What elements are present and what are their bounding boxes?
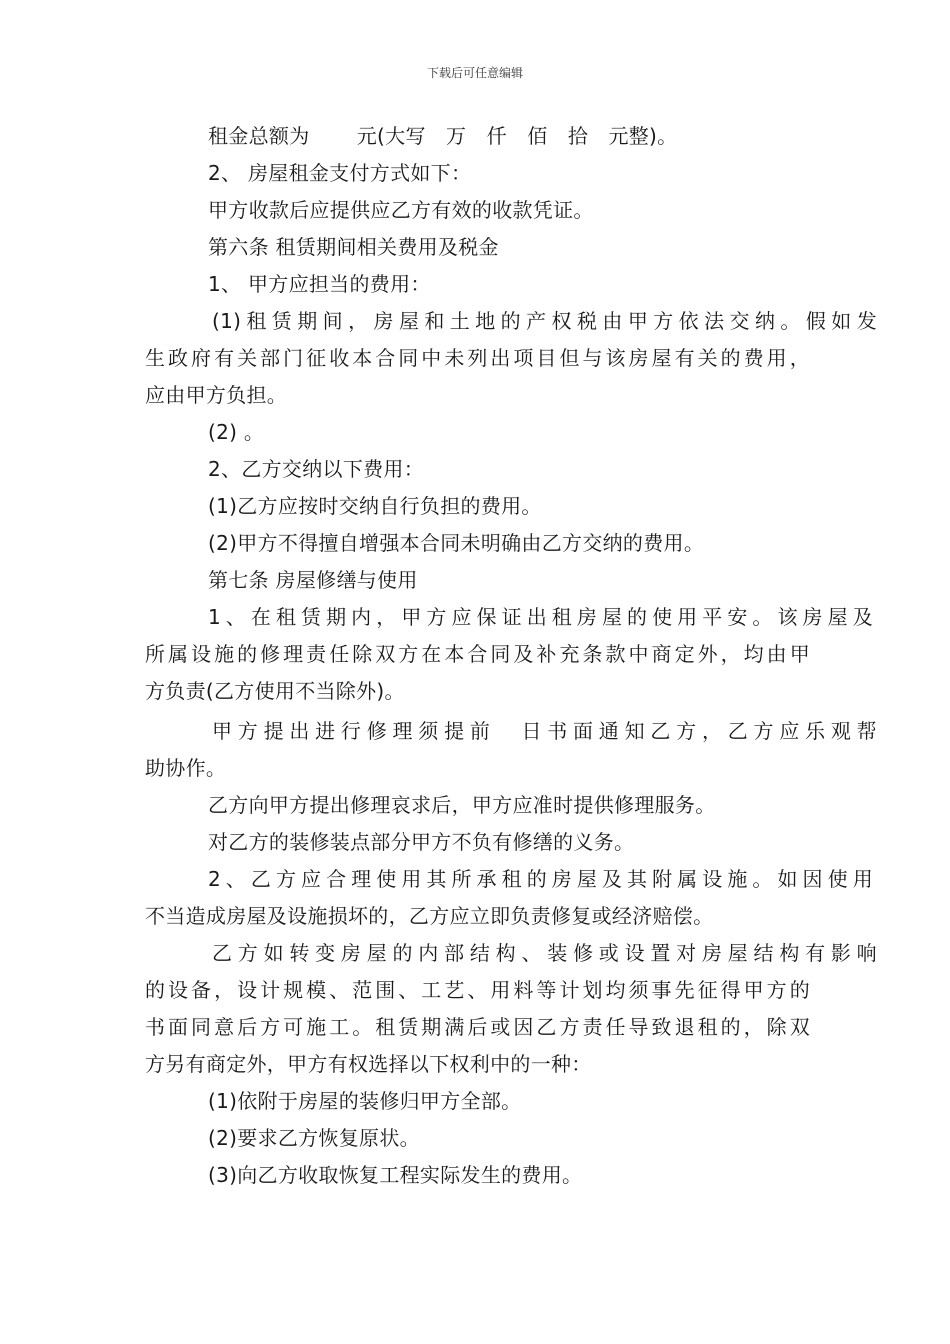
text-line: 2、乙方交纳以下费用： <box>208 457 425 481</box>
text-line: (1)依附于房屋的装修归甲方全部。 <box>208 1089 522 1113</box>
text-line: 乙方如转变房屋的内部结构、装修或设置对房屋结构有影响 <box>212 941 877 965</box>
text-line: (1)乙方应按时交纳自行负担的费用。 <box>208 494 542 518</box>
text-line: 甲方收款后应提供应乙方有效的收款凭证。 <box>208 198 594 222</box>
text-line: 对乙方的装修装点部分甲方不负有修缮的义务。 <box>208 830 635 854</box>
text-line: 租金总额为 元(大写 万 仟 佰 拾 元整)。 <box>208 124 678 148</box>
text-line: 不当造成房屋及设施损坏的，乙方应立即负责修复或经济赔偿。 <box>145 904 714 928</box>
text-line: 第六条 租赁期间相关费用及税金 <box>208 235 499 259</box>
text-line: 2、乙方应合理使用其所承租的房屋及其附属设施。如因使用 <box>208 867 873 891</box>
text-line: (2)甲方不得擅自增强本合同未明确由乙方交纳的费用。 <box>208 531 705 555</box>
text-line: 应由甲方负担。 <box>145 383 288 407</box>
text-line: 所属设施的修理责任除双方在本合同及补充条款中商定外，均由甲 <box>145 642 810 666</box>
header-note: 下载后可任意编辑 <box>426 66 523 80</box>
text-line: (1)租赁期间，房屋和土地的产权税由甲方依法交纳。假如发 <box>212 309 877 333</box>
text-line: 2、 房屋租金支付方式如下： <box>208 161 472 185</box>
text-line: 助协作。 <box>145 756 227 780</box>
text-line: 1、 甲方应担当的费用： <box>208 272 431 296</box>
text-line: 的设备，设计规模、范围、工艺、用料等计划均须事先征得甲方的 <box>145 978 810 1002</box>
text-line: 生政府有关部门征收本合同中未列出项目但与该房屋有关的费用， <box>145 346 810 370</box>
text-line: (2) 。 <box>208 420 265 444</box>
text-line: (2)要求乙方恢复原状。 <box>208 1126 420 1150</box>
text-line: 1、在租赁期内，甲方应保证出租房屋的使用平安。该房屋及 <box>208 605 873 629</box>
text-line: 书面同意后方可施工。租赁期满后或因乙方责任导致退租的，除双 <box>145 1015 810 1039</box>
text-line: 甲方提出进行修理须提前 日书面通知乙方，乙方应乐观帮 <box>212 719 877 743</box>
text-line: 乙方向甲方提出修理哀求后，甲方应准时提供修理服务。 <box>208 793 716 817</box>
text-line: 方负责(乙方使用不当除外)。 <box>145 679 405 703</box>
text-line: (3)向乙方收取恢复工程实际发生的费用。 <box>208 1163 583 1187</box>
text-line: 方另有商定外，甲方有权选择以下权利中的一种： <box>145 1052 592 1076</box>
text-line: 第七条 房屋修缮与使用 <box>208 568 418 592</box>
